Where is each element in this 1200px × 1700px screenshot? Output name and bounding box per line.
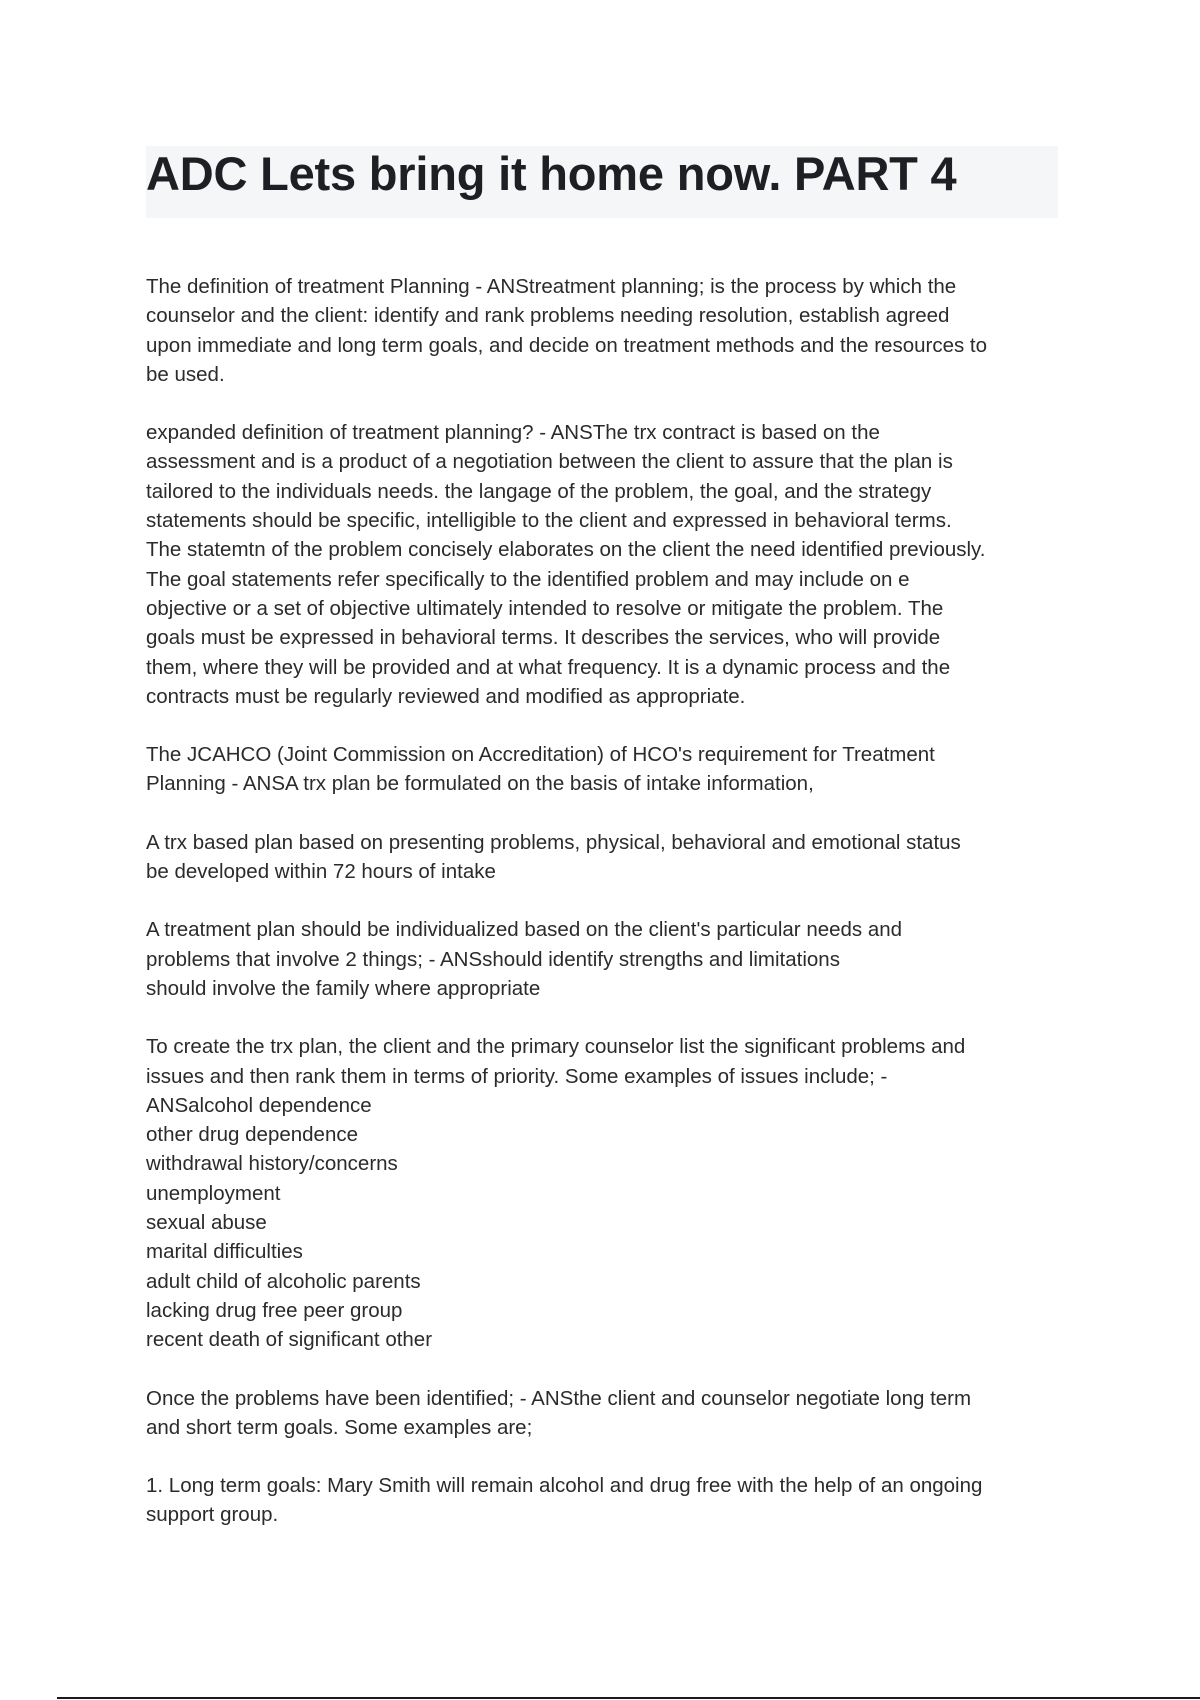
list-item: marital difficulties — [146, 1240, 303, 1264]
paragraph-issues-list — [146, 1032, 1066, 1354]
text-line: be developed within 72 hours of intake — [146, 860, 496, 884]
text-line: tailored to the individuals needs. the langage of the problem, the goal, and the strategy — [146, 479, 932, 503]
text-line: Planning - ANSA trx plan be formulated on the basis of intake information, — [146, 772, 814, 796]
paragraph-expanded-definition — [146, 418, 1066, 711]
text-line: The statemtn of the problem concisely elaborates on the client the need identified previously. — [146, 538, 986, 562]
paragraph-jcahco-requirement — [146, 740, 1066, 799]
paragraph-problems-identified — [146, 1384, 1066, 1443]
list-item: withdrawal history/concerns — [146, 1152, 398, 1176]
list-item: unemployment — [146, 1181, 281, 1205]
text-line: To create the trx plan, the client and the primary counselor list the significant problems and — [146, 1035, 966, 1059]
text-line: expanded definition of treatment planning? - ANSThe trx contract is based on the — [146, 421, 880, 445]
list-item: other drug dependence — [146, 1123, 359, 1147]
list-item: adult child of alcoholic parents — [146, 1269, 421, 1293]
text-line: should involve the family where appropriate — [146, 976, 541, 1000]
text-line: and short term goals. Some examples are; — [146, 1415, 533, 1439]
text-line: statements should be specific, intelligible to the client and expressed in behavioral terms. — [146, 509, 952, 533]
text-line: issues and then rank them in terms of priority. Some examples of issues include; - — [146, 1064, 888, 1088]
text-line: objective or a set of objective ultimately intended to resolve or mitigate the problem. The — [146, 596, 944, 620]
text-line: The definition of treatment Planning - ANStreatment planning; is the process by which the — [146, 275, 957, 298]
paragraph-individualized-plan — [146, 915, 1066, 1003]
list-item: lacking drug free peer group — [146, 1298, 403, 1322]
text-line: goals must be expressed in behavioral terms. It describes the services, who will provide — [146, 626, 941, 650]
text-line: A trx based plan based on presenting problems, physical, behavioral and emotional status — [146, 830, 961, 854]
paragraph-trx-based-plan — [146, 828, 1066, 887]
text-line: Once the problems have been identified; - ANSthe client and counselor negotiate long term — [146, 1386, 972, 1410]
page-bottom-divider — [57, 1697, 1200, 1699]
list-item: ANSalcohol dependence — [146, 1093, 372, 1117]
text-line: them, where they will be provided and at what frequency. It is a dynamic process and the — [146, 655, 951, 679]
text-line: be used. — [146, 362, 225, 386]
text-line: The JCAHCO (Joint Commission on Accreditation) of HCO's requirement for Treatment — [146, 743, 935, 767]
text-line: contracts must be regularly reviewed and modified as appropriate. — [146, 684, 746, 708]
text-line: counselor and the client: identify and rank problems needing resolution, establish agreed — [146, 304, 950, 328]
text-line: upon immediate and long term goals, and decide on treatment methods and the resources to — [146, 333, 988, 357]
text-line: support group. — [146, 1503, 279, 1527]
text-line: The goal statements refer specifically to the identified problem and may include on e — [146, 567, 910, 591]
document-body — [146, 272, 1066, 1559]
text-line: assessment and is a product of a negotiation between the client to assure that the plan is — [146, 450, 953, 474]
text-line: problems that involve 2 things; - ANSshould identify strengths and limitations — [146, 947, 840, 971]
list-item: recent death of significant other — [146, 1328, 433, 1352]
text-line: 1. Long term goals: Mary Smith will remain alcohol and drug free with the help of an ongoing — [146, 1474, 983, 1498]
paragraph-long-term-goals — [146, 1471, 1066, 1530]
paragraph-treatment-planning-definition — [146, 272, 1066, 389]
page-title: ADC Lets bring it home now. PART 4 — [146, 147, 957, 200]
list-item: sexual abuse — [146, 1211, 267, 1235]
text-line: A treatment plan should be individualized based on the client's particular needs and — [146, 918, 903, 942]
